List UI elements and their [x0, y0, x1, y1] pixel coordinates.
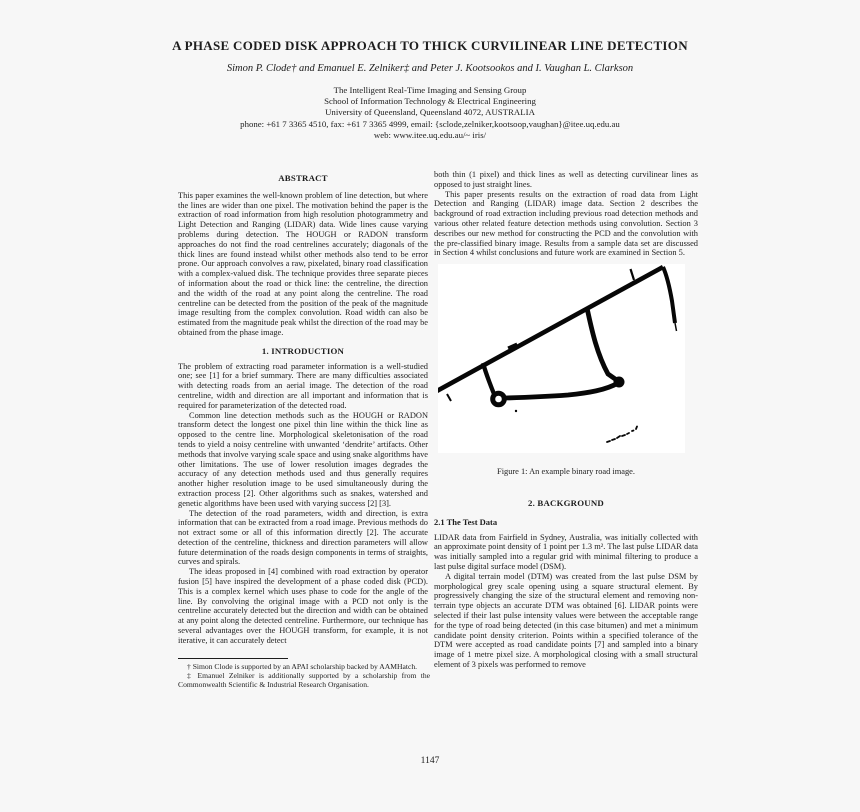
- binary-road-image: [438, 264, 685, 453]
- right-column-paragraph: This paper presents results on the extraction of road data from Light Detection and Ranging (LIDAR) image data. Section 2 describes the background of road extraction including previous road detection methods and various other related feature detection methods using convolution. Section 3 describes our new method for constructing the PCD and the convolution with the pre-classified binary image. Results from a sample data set are discussed in Section 4 whilst conclusions and future work are examined in Section 5.: [434, 189, 698, 258]
- affiliation-contact: phone: +61 7 3365 4510, fax: +61 7 3365 4999, email: {sclode,zelniker,kootsoop,vaughan}@itee.uq.edu.au: [240, 118, 620, 129]
- page-number: 1147: [420, 756, 440, 766]
- affiliation-university: University of Queensland, Queensland 4072, AUSTRALIA: [325, 107, 535, 118]
- introduction-paragraph: The problem of extracting road parameter information is a well-studied one; see [1] for a brief summary. There are many difficulties associated with detecting roads from an aerial image. The detection of the road centreline, width and direction are all important and information that is required for parameterization of the detected road.: [178, 361, 428, 410]
- paper-authors: Simon P. Clode† and Emanuel E. Zelniker‡ and Peter J. Kootsookos and I. Vaughan L. Clarkson: [226, 63, 634, 74]
- affiliation-block: [0, 85, 860, 141]
- abstract-body: This paper examines the well-known problem of line detection, but where the lines are wider than one pixel. The motivation behind the paper is the extraction of road information from high resolution photogrammetry and Light Detection and Ranging (LIDAR) data. Wide lines cause varying problems during detection. The HOUGH or RADON transform approaches do not find the road centrelines accurately; diagonals of the thick lines are found instead whilst other methods also tend to be error prone. Our approach convolves a raw, pixelated, binary road classification with a complex-valued disk. The technique provides three separate pieces of information about the road or thick line: the centreline, the direction and the width of the road at any point along the centreline. The road centreline can be detected from the position of the peak of the magnitude image resulting from the complex convolution. Road width can also be estimated from the magnitude peak whilst the direction of the road may be obtained from the phase image.: [178, 190, 428, 337]
- road-branch-topright: [663, 267, 675, 323]
- paper-title: A PHASE CODED DISK APPROACH TO THICK CURVILINEAR LINE DETECTION: [172, 38, 688, 53]
- background-paragraph: LIDAR data from Fairfield in Sydney, Australia, was initially collected with an approximate point density of 1 point per 1.3 m². The last pulse LIDAR data was initially sampled into a regular grid with minimal filtering to produce a last pulse digital surface model (DSM).: [434, 532, 698, 571]
- footnote-2: ‡ Emanuel Zelniker is additionally supported by a scholarship from the Commonwealth Scientific & Industrial Research Organisation.: [178, 670, 430, 689]
- right-column: [434, 170, 698, 710]
- footnote-1: † Simon Clode is supported by an APAI scholarship backed by AAMHatch.: [187, 662, 418, 671]
- road-noise-dashes: [607, 427, 637, 443]
- background-paragraph: A digital terrain model (DTM) was created from the last pulse DSM by morphological grey scale opening using a square structural element. By progressively changing the size of the structural element and removing non-terrain type objects an accurate DTM was obtained [6]. LIDAR points were selected if their last pulse intensity values were between the acceptable range for the type of road being detected (in this case bitumen) and met a minimum candidate point density criterion. Points within a specified tolerance of the DTM were accepted as road candidate points [7] and sampled into a binary image of 1 metre pixel size. A morphological closing with a small structural element of 3 pixels was performed to remove: [434, 571, 698, 669]
- introduction-paragraph: Common line detection methods such as the HOUGH or RADON transform detect the longest one pixel thin line within the thick line as opposed to the centre line. Morphological skeletonisation of the road tends to yield a noisy centreline with unwanted ‘dendrite’ artifacts. Other methods that involve varying scale space and using snake algorithms have other limitations. The use of lower resolution images degrades the accuracy of any detection methods used and thus generally requires another higher resolution image to be used simultaneously during the extraction process [2]. Other algorithms such as snakes, watershed and genetic algorithms have been used with varying success [2] [3].: [178, 410, 428, 508]
- figure1-caption: Figure 1: An example binary road image.: [497, 467, 635, 477]
- footnote-block: [178, 658, 430, 690]
- left-column: [178, 170, 428, 656]
- figure1-image: [438, 264, 685, 453]
- introduction-paragraph: The detection of the road parameters, width and direction, is extra information that can be extracted from a road image. Previous methods do not extract some or all of this information directly [2]. The accurate detection of the centreline, thickness and direction parameters will allow future determination of the roads design components in terms of straights, curves and spirals.: [178, 508, 428, 567]
- introduction-heading: 1. INTRODUCTION: [261, 345, 345, 356]
- road-tick-left: [447, 394, 451, 401]
- background-subheading: 2.1 The Test Data: [434, 516, 498, 527]
- road-main-diagonal: [438, 267, 663, 392]
- affiliation-group: The Intelligent Real-Time Imaging and Sensing Group: [333, 85, 527, 95]
- road-branch-vertical: [587, 308, 618, 381]
- background-heading: 2. BACKGROUND: [528, 497, 604, 508]
- road-branch-to-loop: [483, 363, 494, 394]
- road-tick-top: [631, 269, 635, 280]
- affiliation-web: web: www.itee.uq.edu.au/~ iris/: [373, 129, 487, 140]
- affiliation-school: School of Information Technology & Electrical Engineering: [324, 96, 536, 107]
- abstract-heading: ABSTRACT: [278, 173, 328, 183]
- right-column-paragraph: both thin (1 pixel) and thick lines as well as detecting curvilinear lines as opposed to just straight lines.: [434, 170, 698, 189]
- footnote-rule: [178, 658, 288, 659]
- introduction-paragraph: The ideas proposed in [4] combined with road extraction by operator fusion [5] have inspired the development of a phase coded disk (PCD). This is a complex kernel which uses phase to code for the angle of the line. By convolving the original image with a PCD not only is the centreline accurately detected but the direction and width can be obtained at any point along the detected centreline. Furthermore, our technique has several advantages over the HOUGH transform, for example, it is not iterative, it can accurately detect: [178, 567, 428, 645]
- road-culdesac-loop: [493, 393, 505, 405]
- road-bottom: [505, 383, 618, 398]
